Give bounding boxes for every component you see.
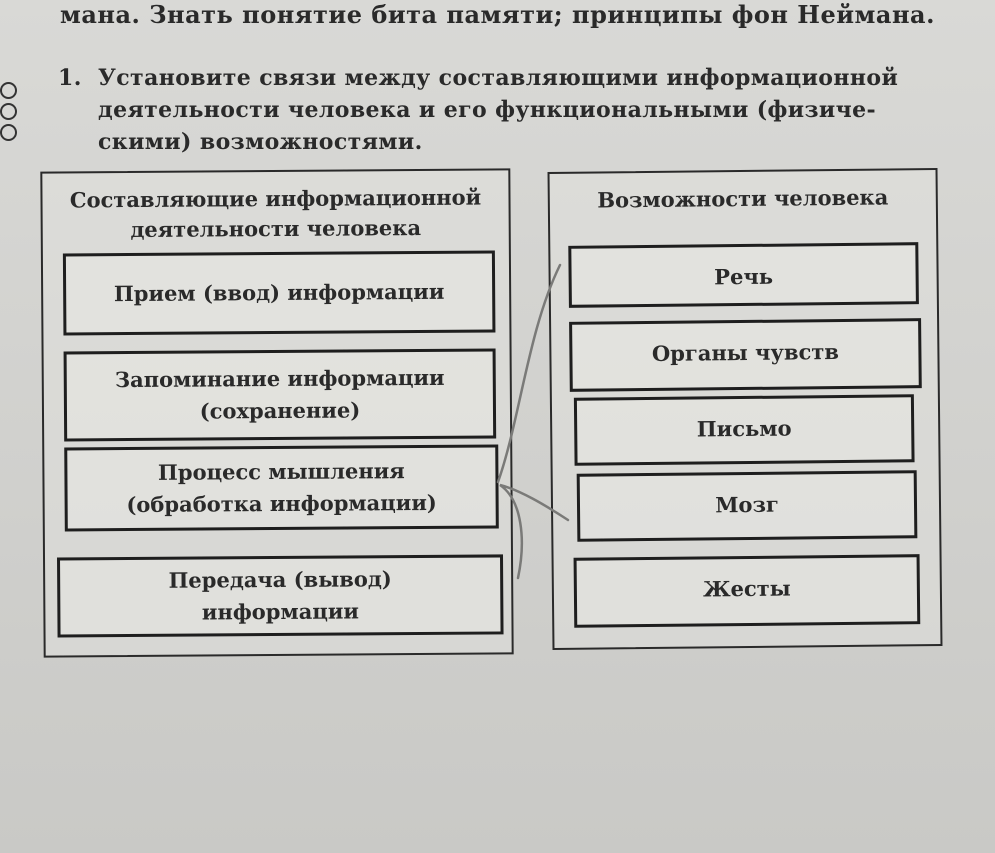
left-table-heading-text: Составляющие информационной деятельности человека bbox=[69, 184, 482, 243]
task-number: 1. bbox=[58, 65, 82, 91]
task-line-1 bbox=[58, 62, 918, 94]
task-text-line-3: скими) возможностями. bbox=[98, 129, 423, 155]
left-item-label: Запоминание информации (сохранение) bbox=[114, 364, 445, 424]
right-table-heading-text: Возможности человека bbox=[597, 184, 889, 213]
task-text-line-1: Установите связи между составляющими информационной bbox=[98, 65, 899, 91]
margin-circles bbox=[0, 82, 17, 141]
left-item-output[interactable] bbox=[57, 554, 504, 637]
right-item-brain[interactable] bbox=[577, 470, 918, 542]
right-item-gestures[interactable] bbox=[574, 554, 921, 628]
right-item-label: Письмо bbox=[696, 415, 792, 442]
left-item-label: Процесс мышления (обработка информации) bbox=[126, 458, 437, 518]
left-item-label: Передача (вывод) информации bbox=[168, 566, 392, 625]
circle-icon bbox=[0, 103, 17, 120]
circle-icon bbox=[0, 82, 17, 99]
right-item-label: Речь bbox=[714, 263, 774, 290]
left-item-label: Прием (ввод) информации bbox=[113, 278, 445, 307]
right-item-label: Органы чувств bbox=[651, 339, 840, 366]
right-item-speech[interactable] bbox=[568, 242, 919, 308]
left-table-panel bbox=[40, 168, 513, 657]
left-item-storage[interactable] bbox=[64, 348, 497, 441]
left-table-heading bbox=[42, 182, 508, 245]
circle-icon bbox=[0, 124, 17, 141]
right-table-panel bbox=[548, 168, 943, 650]
task-text-line-2: деятельности человека и его функциональными (физиче- bbox=[98, 97, 877, 123]
right-item-writing[interactable] bbox=[574, 394, 915, 466]
left-item-input[interactable] bbox=[63, 250, 496, 335]
right-item-label: Жесты bbox=[702, 575, 791, 602]
task-statement bbox=[58, 62, 918, 158]
right-item-label: Мозг bbox=[715, 491, 779, 518]
top-text-line: мана. Знать понятие бита памяти; принципы фон Неймана. bbox=[60, 0, 935, 29]
right-table-heading bbox=[550, 182, 936, 216]
left-item-processing[interactable] bbox=[64, 444, 499, 531]
right-item-senses[interactable] bbox=[569, 318, 922, 392]
